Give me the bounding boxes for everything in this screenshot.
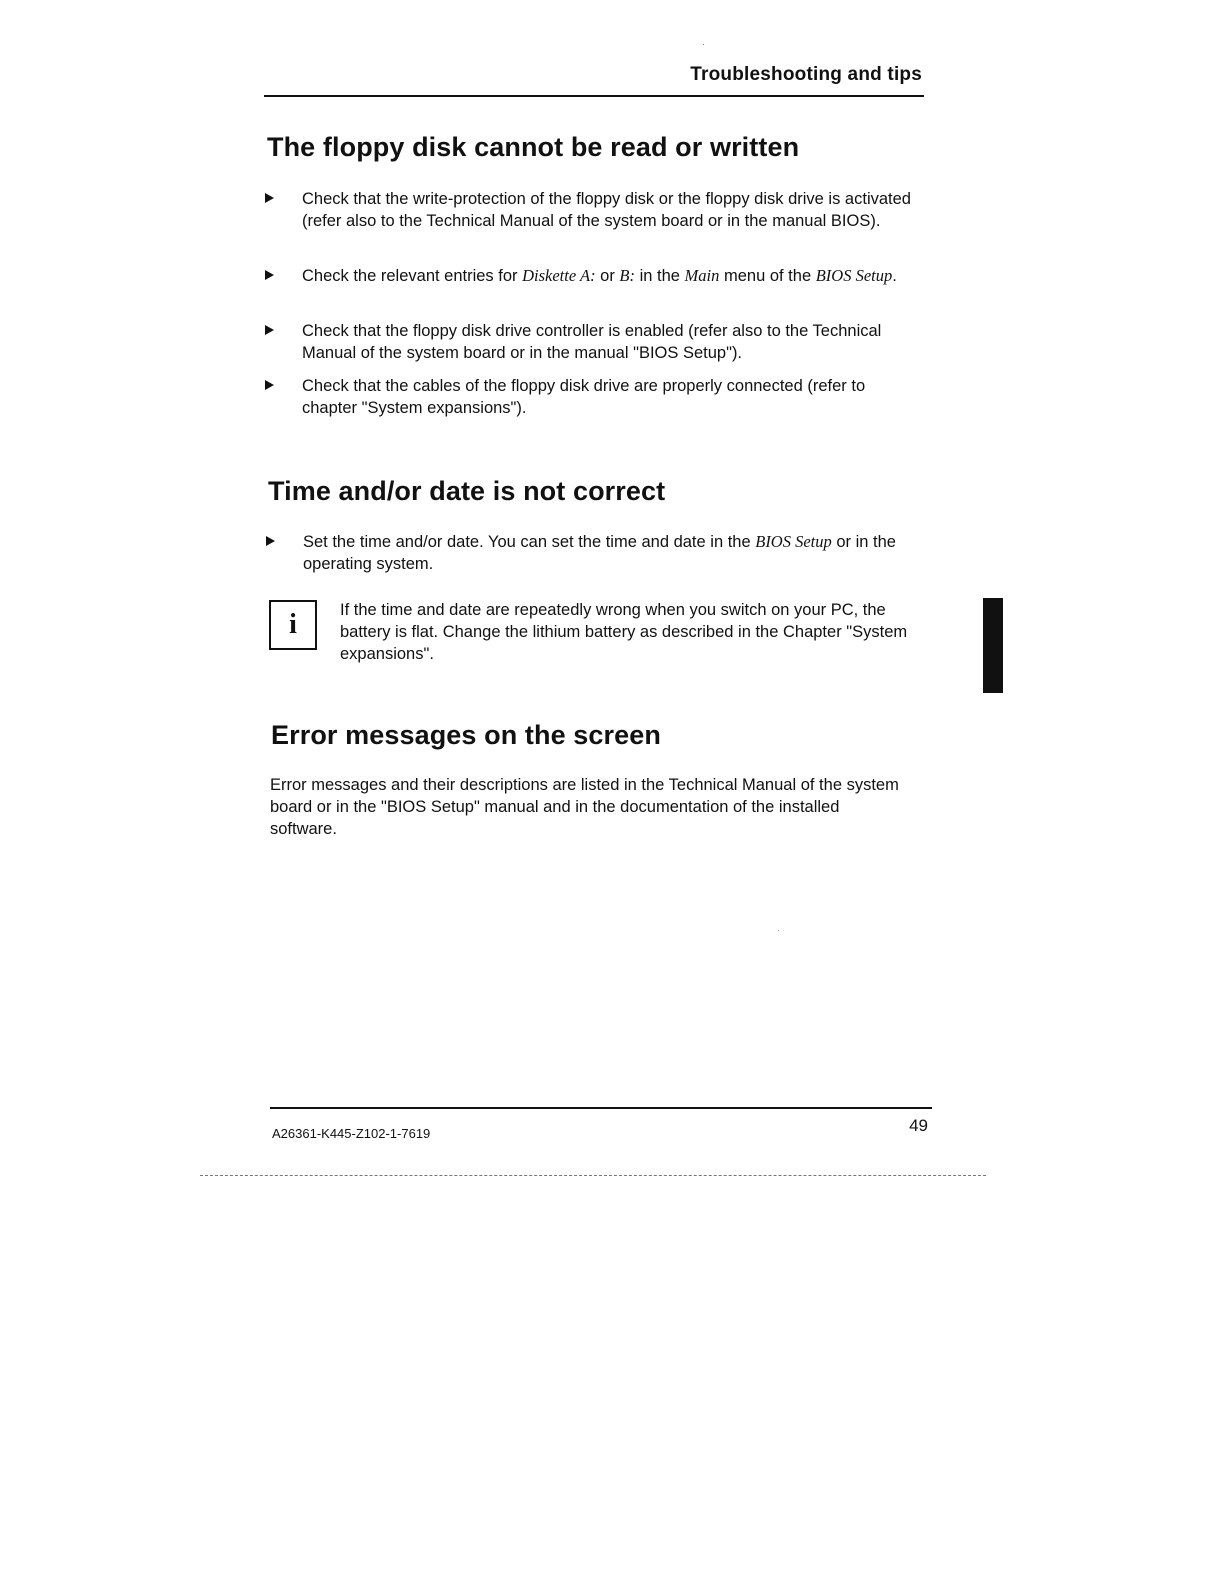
list-item-text: Check that the write-protection of the floppy disk or the floppy disk drive is activated (refer also to the Technical Manual of the system board or in the manual BIOS). xyxy=(302,190,911,230)
error-paragraph: Error messages and their descriptions are listed in the Technical Manual of the system board or in the "BIOS Setup" manual and in the documentation of the installed software. xyxy=(270,776,899,838)
text-run: or in the operating system. xyxy=(303,533,896,573)
running-header: Troubleshooting and tips xyxy=(690,64,922,85)
list-item-text xyxy=(303,531,923,575)
list-item-text: Check that the floppy disk drive controller is enabled (refer also to the Technical Manual of the system board or in the manual "BIOS Setup"). xyxy=(302,322,882,362)
page-number: 49 xyxy=(909,1116,928,1135)
document-code: A26361-K445-Z102-1-7619 xyxy=(272,1126,431,1141)
arrow-bullet-icon xyxy=(265,270,274,280)
info-note: If the time and date are repeatedly wrong when you switch on your PC, the battery is flat. Change the lithium battery as described in the Chapter "System expansions". xyxy=(340,601,908,663)
list-item-text xyxy=(302,265,922,287)
text-run: Check the relevant entries for xyxy=(302,267,523,285)
header-rule xyxy=(264,95,924,97)
heading-floppy-disk: The floppy disk cannot be read or written xyxy=(267,132,800,162)
text-run: Set the time and/or date. You can set the time and date in the xyxy=(303,533,756,551)
text-run: or xyxy=(595,267,620,285)
heading-error-messages: Error messages on the screen xyxy=(271,720,661,750)
text-run: . xyxy=(892,267,897,285)
scan-edge-line xyxy=(200,1175,986,1177)
chapter-thumb-tab xyxy=(983,598,1003,693)
arrow-bullet-icon xyxy=(266,536,275,546)
menu-term: BIOS Setup xyxy=(755,532,832,551)
scan-speck xyxy=(778,930,779,931)
heading-time-date: Time and/or date is not correct xyxy=(268,476,666,506)
menu-term: BIOS Setup xyxy=(815,266,893,285)
arrow-bullet-icon xyxy=(265,325,274,335)
menu-term: Main xyxy=(684,266,720,285)
menu-term: B: xyxy=(619,266,635,285)
list-item-text: Check that the cables of the floppy disk drive are properly connected (refer to chapter "System expansions"). xyxy=(302,377,866,417)
arrow-bullet-icon xyxy=(265,380,274,390)
text-run: menu of the xyxy=(719,267,816,285)
text-run: in the xyxy=(635,267,685,285)
arrow-bullet-icon xyxy=(265,193,274,203)
footer-rule xyxy=(270,1107,932,1109)
menu-term: Diskette A: xyxy=(522,266,596,285)
info-icon: i xyxy=(269,600,317,650)
scan-speck xyxy=(703,44,704,45)
